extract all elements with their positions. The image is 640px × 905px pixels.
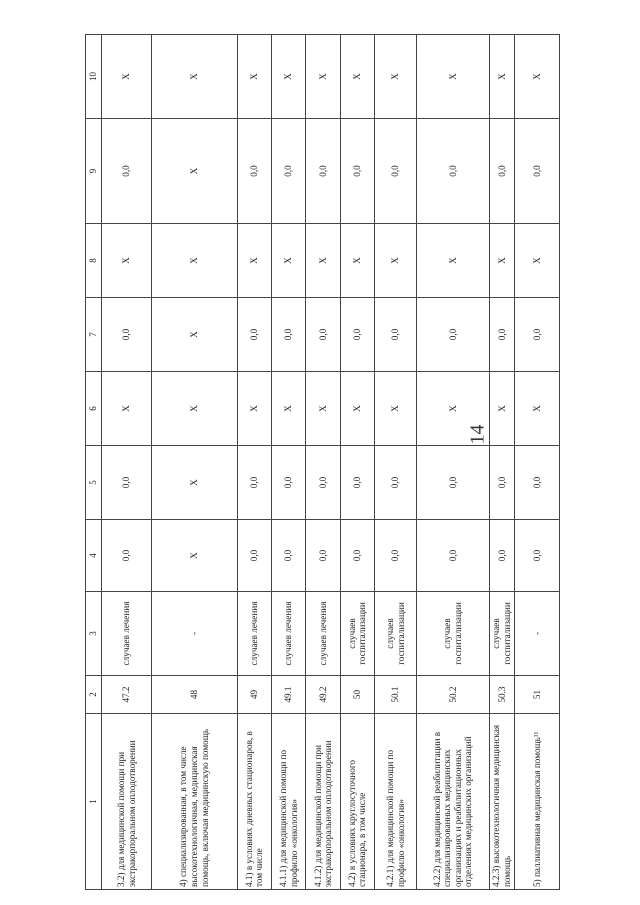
value-cell-10: X (306, 35, 340, 119)
row-unit-cell: случаев лечения (102, 592, 152, 676)
row-unit-cell: случаев лечения (271, 592, 305, 676)
value-cell-4: 0,0 (102, 520, 152, 592)
value-cell-6: X (515, 372, 560, 446)
value-cell-6: X (306, 372, 340, 446)
value-cell-7: 0,0 (306, 298, 340, 372)
value-cell-5: 0,0 (375, 446, 417, 520)
value-cell-8: X (306, 224, 340, 298)
table-body (102, 35, 560, 890)
value-cell-4: X (152, 520, 238, 592)
row-unit-cell: - (152, 592, 238, 676)
table-row (489, 35, 514, 890)
table-row (102, 35, 152, 890)
value-cell-4: 0,0 (375, 520, 417, 592)
table-row (237, 35, 271, 890)
value-cell-6: X (416, 372, 489, 446)
row-number-cell: 49 (237, 676, 271, 714)
value-cell-10: X (416, 35, 489, 119)
row-number-cell: 47.2 (102, 676, 152, 714)
value-cell-9: 0,0 (489, 119, 514, 224)
value-cell-9: 0,0 (340, 119, 374, 224)
value-cell-8: X (102, 224, 152, 298)
row-number-cell: 49.1 (271, 676, 305, 714)
value-cell-8: X (489, 224, 514, 298)
value-cell-7: X (152, 298, 238, 372)
value-cell-8: X (515, 224, 560, 298)
row-name-cell: 4) специализированная, в том числе высокотехнологичная, медицинская помощь, включая медицинскую помощь (152, 714, 238, 890)
value-cell-10: X (102, 35, 152, 119)
value-cell-8: X (237, 224, 271, 298)
value-cell-5: 0,0 (489, 446, 514, 520)
value-cell-8: X (340, 224, 374, 298)
table-row (375, 35, 417, 890)
table-row (271, 35, 305, 890)
row-name-cell: 4.1.1) для медицинской помощи по профилю «онкология» (271, 714, 305, 890)
value-cell-7: 0,0 (271, 298, 305, 372)
row-number-cell: 50 (340, 676, 374, 714)
value-cell-7: 0,0 (237, 298, 271, 372)
row-number-cell: 49.2 (306, 676, 340, 714)
row-name-cell: 3.2) для медицинской помощи при экстракорпоральном оплодотворении (102, 714, 152, 890)
value-cell-10: X (340, 35, 374, 119)
row-name-cell: 4.2.3) высокотехнологичная медицинская помощь (489, 714, 514, 890)
row-number-cell: 50.2 (416, 676, 489, 714)
row-unit-cell: случаев госпитализации (340, 592, 374, 676)
value-cell-9: 0,0 (306, 119, 340, 224)
value-cell-6: X (102, 372, 152, 446)
value-cell-9: 0,0 (416, 119, 489, 224)
value-cell-9: 0,0 (271, 119, 305, 224)
column-header: 9 (86, 119, 102, 224)
value-cell-4: 0,0 (271, 520, 305, 592)
value-cell-4: 0,0 (340, 520, 374, 592)
value-cell-8: X (375, 224, 417, 298)
row-number-cell: 48 (152, 676, 238, 714)
value-cell-10: X (375, 35, 417, 119)
value-cell-5: 0,0 (416, 446, 489, 520)
column-header: 5 (86, 446, 102, 520)
value-cell-9: 0,0 (102, 119, 152, 224)
row-number-cell: 51 (515, 676, 560, 714)
value-cell-10: X (489, 35, 514, 119)
row-number-cell: 50.3 (489, 676, 514, 714)
value-cell-6: X (340, 372, 374, 446)
value-cell-8: X (152, 224, 238, 298)
column-header: 10 (86, 35, 102, 119)
value-cell-7: 0,0 (102, 298, 152, 372)
column-header: 1 (86, 714, 102, 890)
row-number-cell: 50.1 (375, 676, 417, 714)
rotated-table-wrapper (85, 35, 560, 890)
page-number: 14 (466, 424, 489, 445)
row-name-cell: 4.2.1) для медицинской помощи по профилю «онкология» (375, 714, 417, 890)
value-cell-7: 0,0 (515, 298, 560, 372)
row-unit-cell: случаев лечения (237, 592, 271, 676)
value-cell-9: 0,0 (375, 119, 417, 224)
value-cell-9: 0,0 (515, 119, 560, 224)
row-name-cell: 5) паллиативная медицинская помощь¹¹ (515, 714, 560, 890)
value-cell-4: 0,0 (237, 520, 271, 592)
row-name-cell: 4.1.2) для медицинской помощи при экстракорпоральном оплодотворении (306, 714, 340, 890)
value-cell-10: X (237, 35, 271, 119)
value-cell-4: 0,0 (416, 520, 489, 592)
row-unit-cell: случаев госпитализации (375, 592, 417, 676)
row-unit-cell: случаев госпитализации (489, 592, 514, 676)
value-cell-6: X (375, 372, 417, 446)
value-cell-7: 0,0 (489, 298, 514, 372)
value-cell-5: 0,0 (340, 446, 374, 520)
column-header: 4 (86, 520, 102, 592)
table-header-row (86, 35, 102, 890)
value-cell-5: 0,0 (306, 446, 340, 520)
row-name-cell: 4.1) в условиях дневных стационаров, в том числе (237, 714, 271, 890)
value-cell-7: 0,0 (416, 298, 489, 372)
value-cell-6: X (152, 372, 238, 446)
column-header: 2 (86, 676, 102, 714)
table-row (152, 35, 238, 890)
value-cell-9: 0,0 (237, 119, 271, 224)
row-unit-cell: случаев лечения (306, 592, 340, 676)
value-cell-10: X (152, 35, 238, 119)
value-cell-6: X (237, 372, 271, 446)
value-cell-7: 0,0 (375, 298, 417, 372)
table-row (515, 35, 560, 890)
value-cell-10: X (515, 35, 560, 119)
value-cell-6: X (489, 372, 514, 446)
table-row (340, 35, 374, 890)
value-cell-4: 0,0 (306, 520, 340, 592)
table-row (306, 35, 340, 890)
value-cell-5: 0,0 (237, 446, 271, 520)
value-cell-8: X (271, 224, 305, 298)
value-cell-8: X (416, 224, 489, 298)
value-cell-7: 0,0 (340, 298, 374, 372)
value-cell-10: X (271, 35, 305, 119)
column-header: 6 (86, 372, 102, 446)
value-cell-5: 0,0 (271, 446, 305, 520)
column-header: 7 (86, 298, 102, 372)
row-name-cell: 4.2.2) для медицинской реабилитации в специализированных медицинских организациях и реабилитационных отделениях медицинских организаций (416, 714, 489, 890)
row-unit-cell: - (515, 592, 560, 676)
data-table (85, 34, 560, 890)
value-cell-4: 0,0 (489, 520, 514, 592)
row-name-cell: 4.2) в условиях круглосуточного стационара, в том числе (340, 714, 374, 890)
value-cell-9: X (152, 119, 238, 224)
row-unit-cell: случаев госпитализации (416, 592, 489, 676)
value-cell-4: 0,0 (515, 520, 560, 592)
column-header: 3 (86, 592, 102, 676)
value-cell-5: X (152, 446, 238, 520)
column-header: 8 (86, 224, 102, 298)
value-cell-5: 0,0 (515, 446, 560, 520)
value-cell-6: X (271, 372, 305, 446)
table-row (416, 35, 489, 890)
value-cell-5: 0,0 (102, 446, 152, 520)
